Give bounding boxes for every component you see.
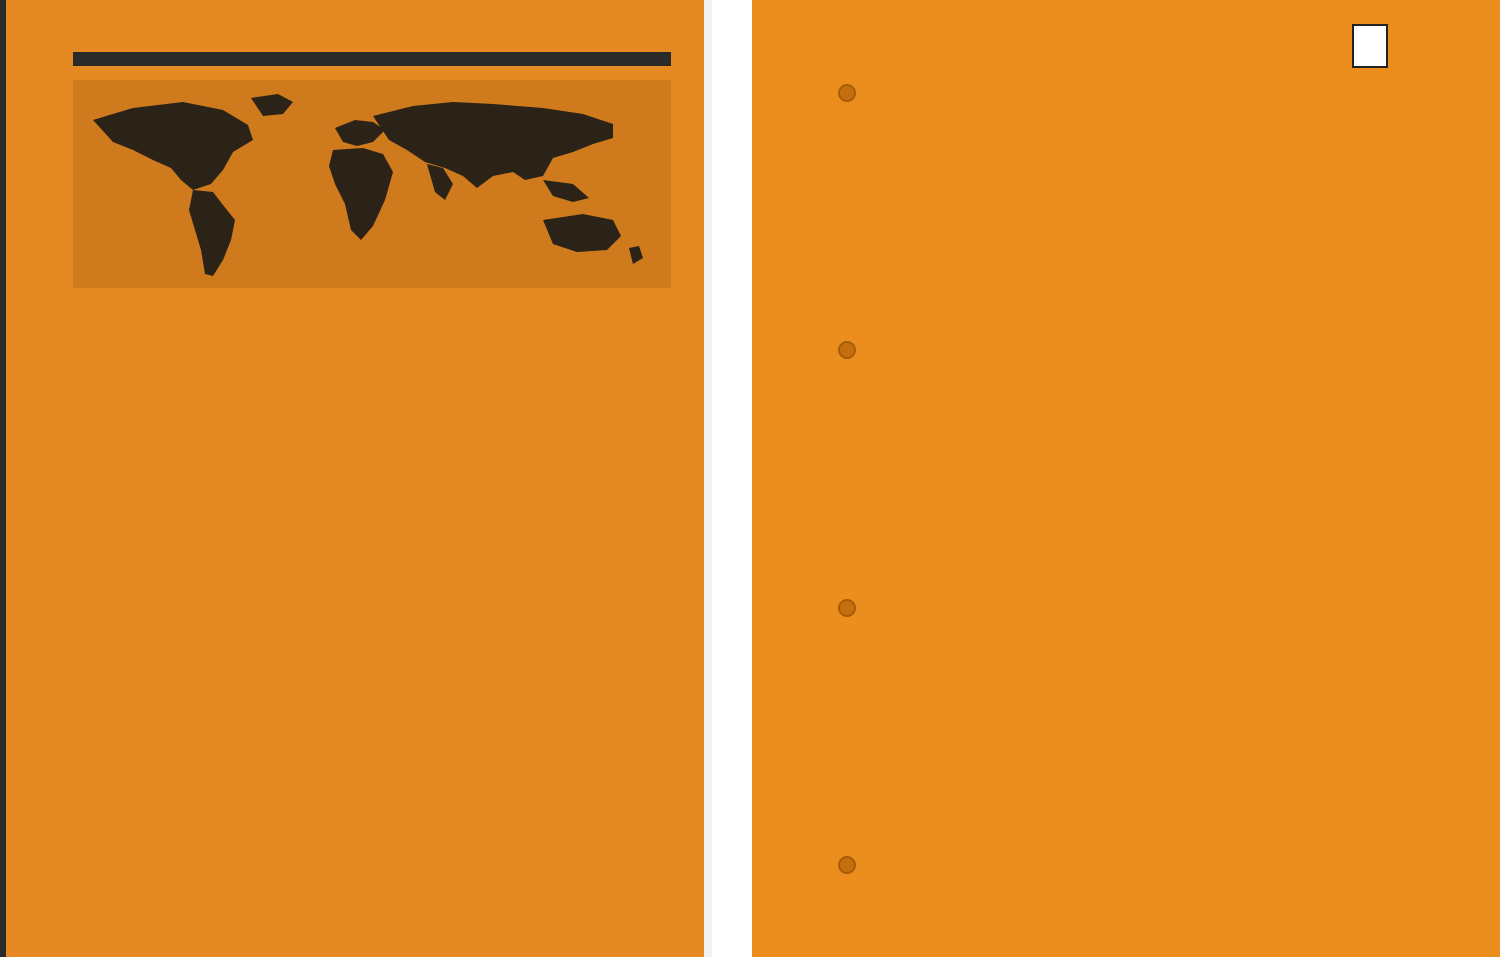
world-map-graphic <box>73 80 671 288</box>
timezone-hours <box>73 289 671 301</box>
punch-hole <box>838 84 856 102</box>
oxford-logo <box>1352 24 1388 68</box>
country-dialing-table <box>73 323 671 895</box>
world-map <box>73 80 671 288</box>
punch-hole <box>838 599 856 617</box>
punch-hole <box>838 856 856 874</box>
punch-hole <box>838 341 856 359</box>
right-page <box>752 0 1500 957</box>
left-page <box>0 0 712 957</box>
gmt-label <box>73 52 671 66</box>
timezone-offsets <box>73 67 671 79</box>
